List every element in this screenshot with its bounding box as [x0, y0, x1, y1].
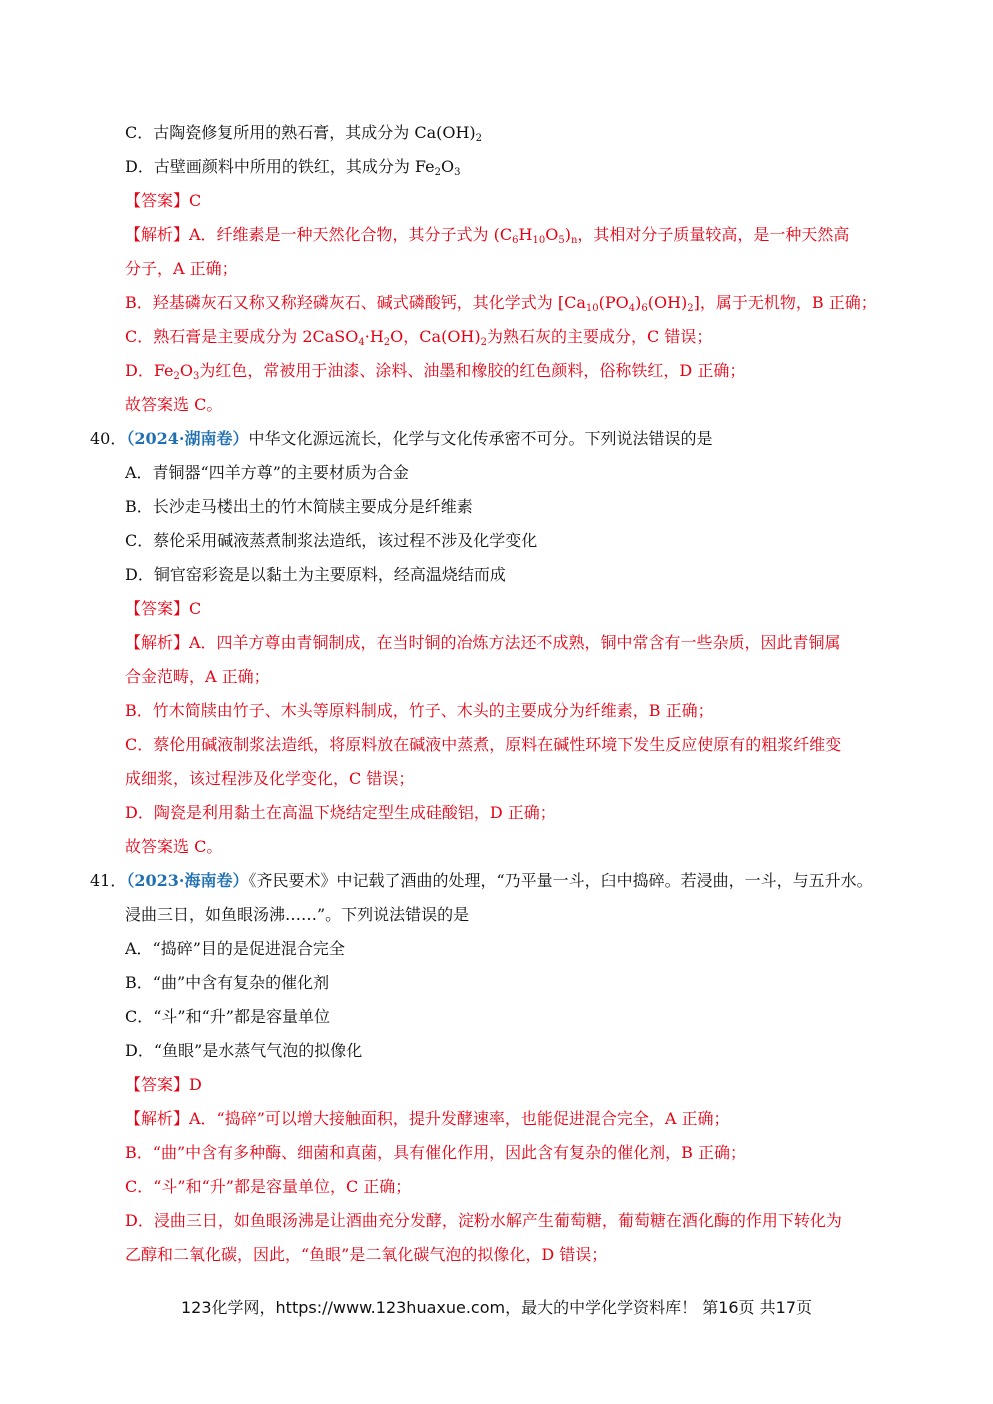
q40-option-a: A．青铜器“四羊方尊”的主要材质为合金: [125, 463, 409, 482]
page-footer: 123化学网，https://www.123huaxue.com，最大的中学化学资料库！ 第16页 共17页: [181, 1298, 812, 1317]
q41-stem-text: 《齐民要术》中记载了酒曲的处理，“乃平量一斗，臼中捣碎。若浸曲，一斗，与五升水。: [248, 871, 873, 890]
q41-option-c: C．“斗”和“升”都是容量单位: [125, 1007, 330, 1026]
q39-analysis-d: D．$Fe_2O_3$为红色，常被用于油漆、涂料、油墨和橡胶的红色颜料，俗称铁红，D 正确；: [125, 361, 746, 382]
q40-source: （2024·湖南卷）: [126, 429, 249, 448]
q41-stem-cont: 浸曲三日，如鱼眼汤沸……”。下列说法错误的是: [125, 905, 470, 924]
q39-option-d: D．古壁画颜料中所用的铁红，其成分为 $Fe_2O_3$: [125, 157, 461, 178]
q41-analysis-line: C．“斗”和“升”都是容量单位，C 正确；: [125, 1177, 412, 1196]
q40-analysis-line: 成细浆，该过程涉及化学变化，C 错误；: [125, 769, 415, 788]
q41-option-b: B．“曲”中含有复杂的催化剂: [125, 973, 330, 992]
q40-analysis-line: C．蔡伦用碱液制浆法造纸，将原料放在碱液中蒸煮，原料在碱性环境下发生反应使原有的粗浆纤维变: [125, 735, 842, 754]
q39-option-c: C．古陶瓷修复所用的熟石膏，其成分为 $Ca(OH)_2$: [125, 123, 483, 144]
q39-answer: 【答案】C: [125, 191, 202, 210]
q41-option-a: A．“捣碎”目的是促进混合完全: [125, 939, 345, 958]
q41-analysis-line: D．浸曲三日，如鱼眼汤沸是让酒曲充分发酵，淀粉水解产生葡萄糖，葡萄糖在酒化酶的作用下转化为: [125, 1211, 842, 1230]
q41-option-d: D．“鱼眼”是水蒸气气泡的拟像化: [125, 1041, 363, 1060]
q40-option-b: B．长沙走马楼出土的竹木简牍主要成分是纤维素: [125, 497, 473, 516]
q41-analysis-line: 【解析】A．“捣碎”可以增大接触面积，提升发酵速率，也能促进混合完全，A 正确；: [125, 1109, 730, 1128]
q39-analysis-a: 【解析】A．纤维素是一种天然化合物，其分子式为 $(C_6H_{10}O_5)_n$，其相对分子质量较高，是一种天然高: [125, 225, 850, 246]
q40-stem: [90, 428, 713, 450]
q41-source: （2023·海南卷）: [126, 871, 249, 890]
q40-option-c: C．蔡伦采用碱液蒸煮制浆法造纸，该过程不涉及化学变化: [125, 531, 538, 550]
q39-analysis-a-cont: 分子，A 正确；: [125, 259, 238, 278]
q39-analysis-c: C．熟石膏是主要成分为 $2CaSO_4\cdot H_2O$，$Ca(OH)_2$为熟石灰的主要成分，C 错误；: [125, 327, 713, 348]
q39-analysis-b: B．羟基磷灰石又称又称羟磷灰石、碱式磷酸钙，其化学式为 $[Ca_{10}(PO_4)_6(OH)_2]$，属于无机物，B 正确；: [125, 293, 877, 314]
q40-answer: 【答案】C: [125, 599, 202, 618]
q41-number: 41．: [90, 871, 127, 890]
q40-conclusion: 故答案选 C。: [125, 837, 223, 856]
q39-conclusion: 故答案选 C。: [125, 395, 223, 414]
q41-stem: [90, 870, 873, 892]
q40-number: 40．: [90, 429, 127, 448]
q41-analysis-line: 乙醇和二氧化碳，因此，“鱼眼”是二氧化碳气泡的拟像化，D 错误；: [125, 1245, 608, 1264]
q40-analysis-line: 【解析】A．四羊方尊由青铜制成，在当时铜的冶炼方法还不成熟，铜中常含有一些杂质，因此青铜属: [125, 633, 841, 652]
q40-stem-text: 中华文化源远流长，化学与文化传承密不可分。下列说法错误的是: [248, 429, 713, 448]
q40-analysis-line: D．陶瓷是利用黏土在高温下烧结定型生成硅酸铝，D 正确；: [125, 803, 556, 822]
q41-answer: 【答案】D: [125, 1075, 202, 1094]
q41-analysis-line: B．“曲”中含有多种酶、细菌和真菌，具有催化作用，因此含有复杂的催化剂，B 正确；: [125, 1143, 746, 1162]
q40-option-d: D．铜官窑彩瓷是以黏土为主要原料，经高温烧结而成: [125, 565, 506, 584]
q40-analysis-line: B．竹木简牍由竹子、木头等原料制成，竹子、木头的主要成分为纤维素，B 正确；: [125, 701, 714, 720]
q40-analysis-line: 合金范畴，A 正确；: [125, 667, 270, 686]
